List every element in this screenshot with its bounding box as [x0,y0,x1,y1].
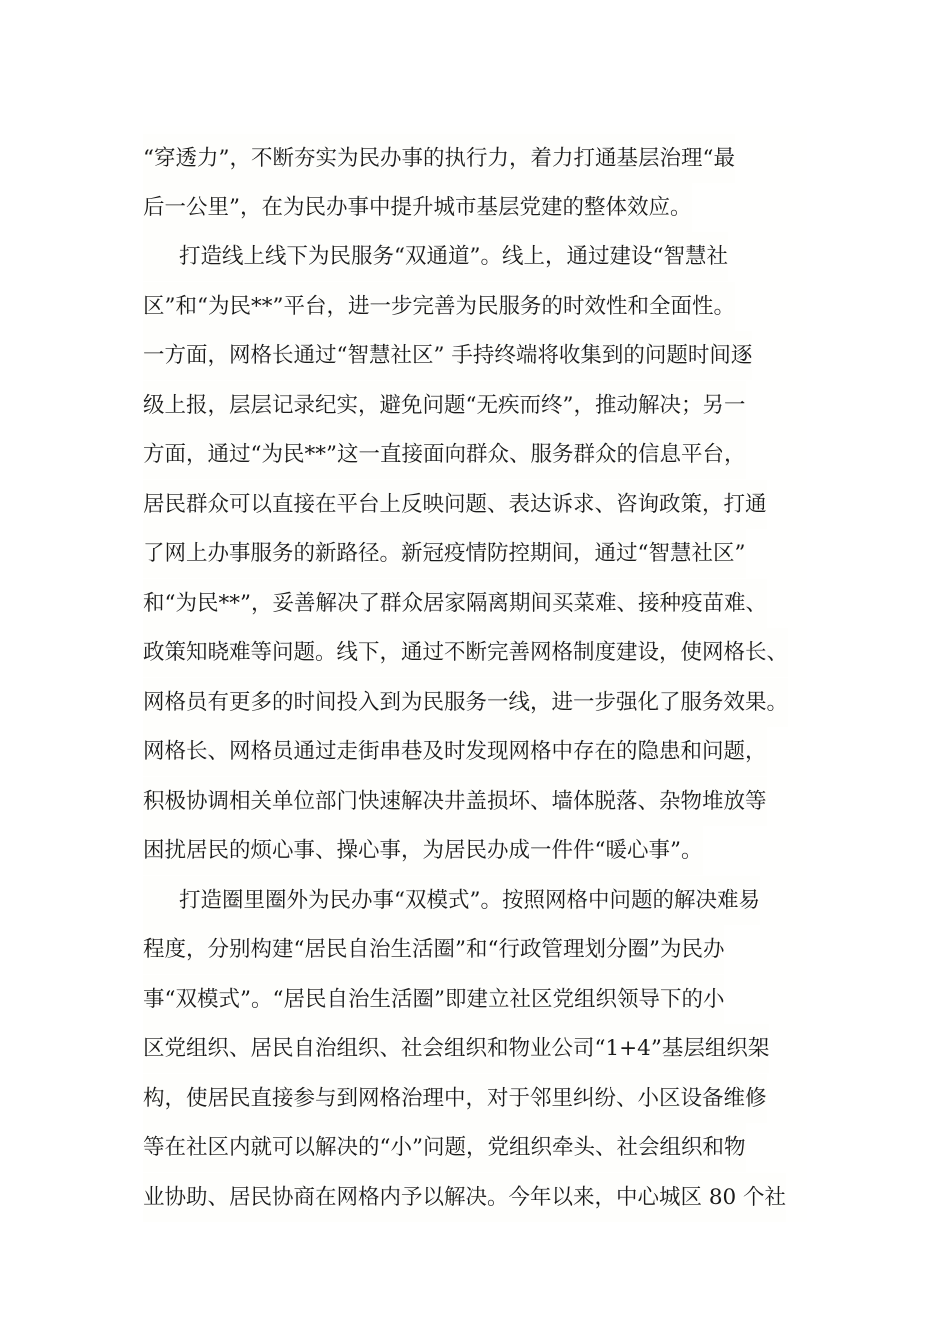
text-line: 区党组织、居民自治组织、社会组织和物业公司“1+4”基层组织架 [143,1024,769,1073]
text-line: 网格员有更多的时间投入到为民服务一线，进一步强化了服务效果。 [143,678,788,727]
paragraph-start-line: 打造线上线下为民服务“双通道”。线上，通过建设“智慧社 [143,232,728,281]
text-line: 事“双模式”。“居民自治生活圈”即建立社区党组织领导下的小 [143,975,724,1024]
text-line: 等在社区内就可以解决的“小”问题，党组织牵头、社会组织和物 [143,1123,746,1172]
paragraph-start-line: 打造圈里圈外为民办事“双模式”。按照网格中问题的解决难易 [143,876,760,925]
body-text [143,126,807,1222]
text-line: 网格长、网格员通过走街串巷及时发现网格中存在的隐患和问题， [143,727,767,776]
text-line: 区”和“为民**”平台，进一步完善为民服务的时效性和全面性。 [143,282,735,331]
text-line: 构，使居民直接参与到网格治理中，对于邻里纠纷、小区设备维修 [143,1074,767,1123]
text-line: 一方面，网格长通过“智慧社区” 手持终端将收集到的问题时间逐 [143,331,752,380]
text-line: 积极协调相关单位部门快速解决井盖损坏、墙体脱落、杂物堆放等 [143,777,767,826]
text-line: “穿透力”，不断夯实为民办事的执行力，着力打通基层治理“最 [143,134,735,183]
text-line: 业协助、居民协商在网格内予以解决。今年以来，中心城区 80 个社 [143,1173,786,1222]
text-line: 政策知晓难等问题。线下，通过不断完善网格制度建设，使网格长、 [143,628,788,677]
text-line: 后一公里”，在为民办事中提升城市基层党建的整体效应。 [143,183,692,232]
text-line: 级上报，层层记录纪实，避免问题“无疾而终”，推动解决；另一 [143,381,746,430]
text-line: 居民群众可以直接在平台上反映问题、表达诉求、咨询政策，打通 [143,480,767,529]
text-line: 程度，分别构建“居民自治生活圈”和“行政管理划分圈”为民办 [143,925,724,974]
text-line: 方面，通过“为民**”这一直接面向群众、服务群众的信息平台， [143,430,746,479]
text-line: 困扰居民的烦心事、操心事，为居民办成一件件“暖心事”。 [143,826,703,875]
text-line: 和“为民**”，妥善解决了群众居家隔离期间买菜难、接种疫苗难、 [143,579,767,628]
text-line: 了网上办事服务的新路径。新冠疫情防控期间，通过“智慧社区” [143,529,746,578]
